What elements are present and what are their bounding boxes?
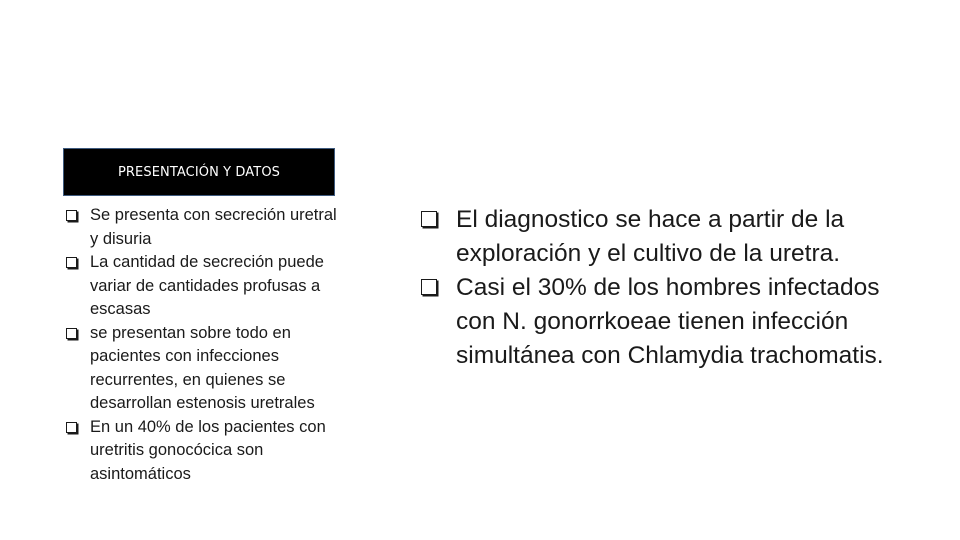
list-item-text: En un 40% de los pacientes con uretritis gonocócica son asintomáticos [90, 417, 326, 483]
square-bullet-icon [66, 210, 77, 221]
list-item [66, 322, 346, 416]
list-item [66, 416, 346, 487]
square-bullet-icon [66, 257, 77, 268]
list-item-text: Se presenta con secreción uretral y disuria [90, 206, 337, 248]
list-item [66, 251, 346, 322]
square-bullet-icon [421, 279, 437, 295]
square-bullet-icon [66, 422, 77, 433]
list-item-text: Casi el 30% de los hombres infectados con N. gonorrkoeae tienen infección simultánea con Chlamydia trachomatis. [456, 274, 884, 369]
square-bullet-icon [66, 328, 77, 339]
list-item-text: se presentan sobre todo en pacientes con infecciones recurrentes, en quienes se desarrollan estenosis uretrales [90, 323, 315, 412]
list-item [66, 204, 346, 251]
list-item-text: El diagnostico se hace a partir de la exploración y el cultivo de la uretra. [456, 206, 845, 267]
list-item [421, 271, 901, 373]
square-bullet-icon [421, 211, 437, 227]
right-bullet-list [421, 203, 901, 373]
list-item [421, 203, 901, 271]
list-item-text: La cantidad de secreción puede variar de cantidades profusas a escasas [90, 253, 324, 318]
section-header [63, 148, 335, 196]
section-header-title: PRESENTACIÓN Y DATOS [117, 164, 281, 180]
left-bullet-list [66, 204, 346, 486]
